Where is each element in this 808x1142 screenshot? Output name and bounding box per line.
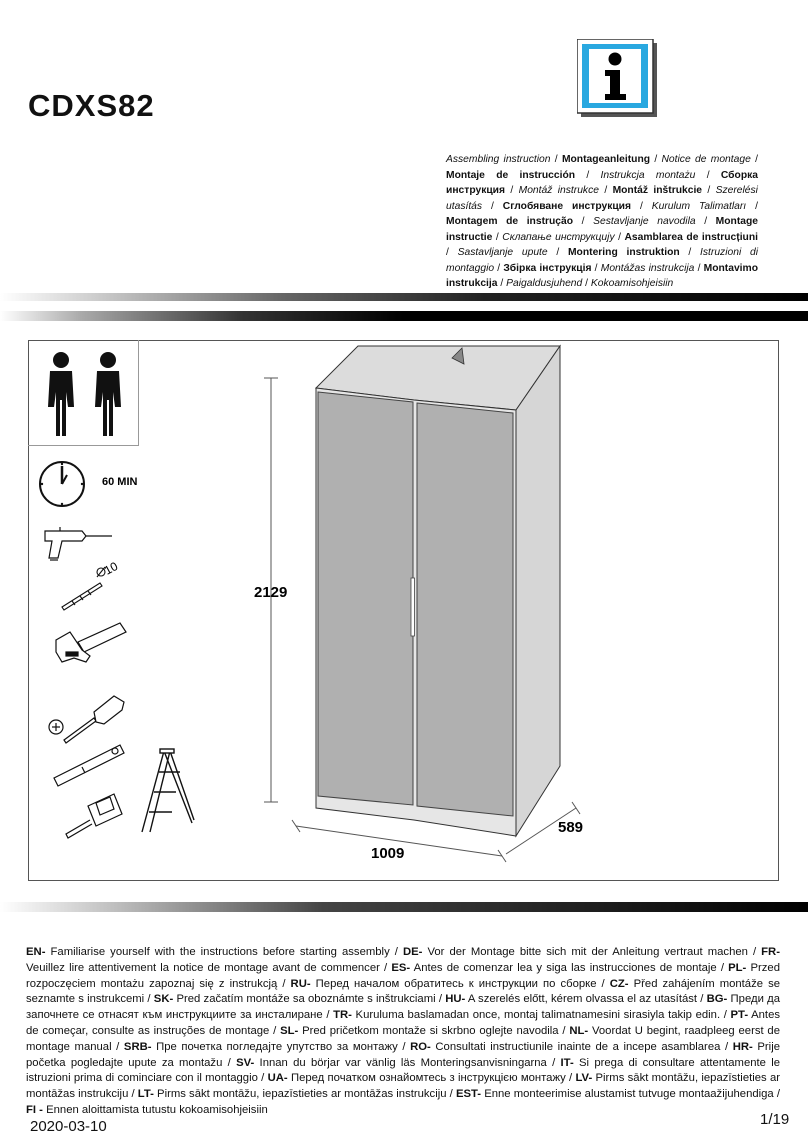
instruction-text: Voordat U begint, raadpleeg eerst de montage manual / (26, 1024, 781, 1053)
instruction-text: Antes de começar, consulte as instruções de montage / (26, 1009, 780, 1037)
instruction-text: Familiarise yourself with the instructions before starting assembly / (45, 946, 403, 958)
language-code: LV- (575, 1072, 593, 1085)
multilingual-instructions (26, 945, 780, 1119)
title-phrase: Montavimo instrukcija (446, 262, 758, 289)
footer-band (0, 902, 808, 912)
instruction-text: Pred pričetkom montaže si skrbno oglejte navodila / (298, 1024, 570, 1037)
title-phrase: Montáž inštrukcie (612, 185, 703, 196)
instruction-text: Pirms sākt montāžu, iepazīstieties ar montāžas instrukciju / (153, 1088, 456, 1101)
instruction-text: Преди да започнете се отнасят към инструкциите за инсталиране / (26, 993, 780, 1022)
language-code: PL- (728, 961, 747, 974)
language-code: NL- (569, 1024, 589, 1037)
instruction-text: Пре почетка погледајте упутство за монтажу / (151, 1040, 411, 1053)
instruction-text: Consultati instructiunile inainte de a incepe asamblarea / (430, 1040, 733, 1053)
clock-icon (40, 462, 84, 506)
dimension-depth: 589 (558, 819, 584, 836)
instruction-text: Перед початком ознайомтесь з інструкцією монтажу / (287, 1072, 576, 1085)
instruction-text: Перед началом обратитесь к инструкции по сборке / (310, 977, 610, 990)
language-code: RU- (290, 977, 311, 990)
title-phrase: Montagem de instrução (446, 216, 574, 227)
language-code: HR- (732, 1040, 753, 1053)
drill-icon (45, 527, 112, 560)
language-code: IT- (560, 1056, 574, 1069)
model-title: CDXS82 (28, 88, 155, 123)
title-phrase: Montaje de instrucción (446, 169, 576, 181)
title-phrase: Збірка інструкція (503, 262, 592, 274)
title-phrase: Сборка инструкция (446, 169, 758, 196)
language-code: DE- (402, 946, 423, 958)
title-phrase: Paigaldusjuhend (506, 278, 583, 289)
title-block: Assembling instruction / Montageanleitung / Notice de montage / Montaje de instrucción / Instrukcja montażu / Сборка инструкция / Montáž instrukce / Montáž inštrukcie / Szerelési utasítás / Сглобяване инструкция / Kurulum Talimatları / Montagem de instrução / Sestavljanje navodila / Montage instructie / Склапање инструкцију / Asamblarea de instrucțiuni / Sastavljanje upute / Montering instruktion / Istruzioni di montaggio / Збірка інструкція / Montážas instrukcija / Montavimo instrukcija / Paigaldusjuhend / Kokoamisohjeisiin (446, 154, 758, 289)
language-code: SV- (236, 1056, 255, 1069)
title-phrase: Kokoamisohjeisiin (590, 278, 674, 289)
title-phrase: Montáž instrukce (518, 185, 599, 196)
instruction-text: Innan du börjar var vänlig läs Monteringsanvisningarna / (254, 1056, 561, 1069)
ladder-icon (142, 749, 194, 832)
dimension-height: 2129 (254, 584, 288, 601)
document-date: 2020-03-10 (30, 1118, 107, 1135)
tape-measure-icon (66, 794, 122, 838)
instruction-text: Prije početka pogledajte upute za montažu / (26, 1040, 780, 1069)
instruction-text: A szerelés előtt, kérem olvassa el az utasítást / (465, 993, 707, 1006)
instruction-text: Si prega di consultare attentamente le istruzioni prima di cominciare con il montaggio / (26, 1056, 781, 1085)
language-code: TR- (333, 1009, 352, 1022)
screwdriver-icon (49, 696, 124, 743)
language-code: EST- (455, 1088, 482, 1101)
info-icon (577, 39, 659, 119)
language-code: ES- (391, 961, 411, 974)
hammer-icon (56, 623, 126, 662)
title-phrase: Склапање инструкцију (502, 231, 615, 243)
language-code: EN- (26, 946, 46, 958)
title-phrase: Asamblarea de instrucțiuni (624, 231, 758, 243)
title-phrase: Montage instructie (446, 216, 758, 243)
page-number: 1/19 (760, 1111, 790, 1128)
title-phrase: Istruzioni di montaggio (446, 247, 758, 274)
person-icon (48, 352, 74, 436)
person-icon (95, 352, 121, 436)
instruction-text: Kuruluma baslamadan once, montaj talimatnamesini sirasiyla takip edin. / (351, 1009, 731, 1022)
language-code: LT- (137, 1088, 154, 1101)
language-code: SRB- (123, 1040, 152, 1053)
spirit-level-icon (54, 745, 124, 786)
language-code: PT- (730, 1009, 749, 1022)
instruction-text: Enne monteerimise alustamist tutvuge montaažijuhendiga / (481, 1088, 780, 1101)
dimension-width: 1009 (371, 845, 405, 862)
title-phrase: Сглобяване инструкция (502, 200, 632, 212)
instruction-text: Ennen aloittamista tutustu kokoamisohjeisiin (42, 1103, 268, 1116)
instruction-text: Przed rozpoczęciem montażu zapoznaj się z instrukcją / (26, 961, 780, 990)
title-phrase: Assembling instruction (446, 154, 551, 165)
language-code: BG- (706, 993, 728, 1006)
language-code: HU- (445, 993, 466, 1006)
language-code: FR- (761, 946, 780, 958)
title-phrase: Sastavljanje upute (457, 247, 548, 258)
instruction-text: Pirms sākt montāžu, iepazīstieties ar montāžas instrukciju / (26, 1072, 781, 1101)
header-band-bottom (0, 311, 808, 321)
instruction-text: Pred začatím montáže sa oboznámte s inštrukciami / (173, 993, 446, 1006)
language-code: UA- (267, 1072, 288, 1085)
instruction-text: Před zahájením montáže se seznamte s instrukcemi / (26, 977, 780, 1006)
language-code: RO- (410, 1040, 431, 1053)
instruction-text: Vor der Montage bitte sich mit der Anleitung vertraut machen / (422, 946, 762, 958)
header-band-top (0, 293, 808, 301)
drill-bit-icon (62, 567, 105, 610)
title-phrase: Instrukcja montażu (600, 169, 696, 181)
title-phrase: Montering instruktion (567, 247, 680, 258)
language-code: SL- (280, 1024, 299, 1037)
title-phrase: Montageanleitung (561, 154, 651, 165)
drill-size: 10 (101, 559, 121, 578)
title-phrase: Kurulum Talimatları (651, 200, 747, 212)
title-phrase: Montážas instrukcija (600, 262, 695, 274)
instruction-text: Antes de comenzar lea y siga las instrucciones de montaje / (410, 961, 729, 974)
assembly-diagram (28, 340, 779, 881)
instruction-text: Veuillez lire attentivement la notice de montage avant de commencer / (26, 961, 392, 974)
wardrobe-drawing (316, 346, 560, 836)
assembly-time: 60 MIN (102, 476, 138, 488)
language-code: SK- (153, 993, 174, 1006)
title-phrase: Szerelési utasítás (446, 185, 758, 212)
title-phrase: Notice de montage (661, 154, 751, 165)
title-phrase: Sestavljanje navodila (593, 216, 696, 227)
language-code: CZ- (609, 977, 629, 990)
language-code: FI - (26, 1103, 43, 1116)
